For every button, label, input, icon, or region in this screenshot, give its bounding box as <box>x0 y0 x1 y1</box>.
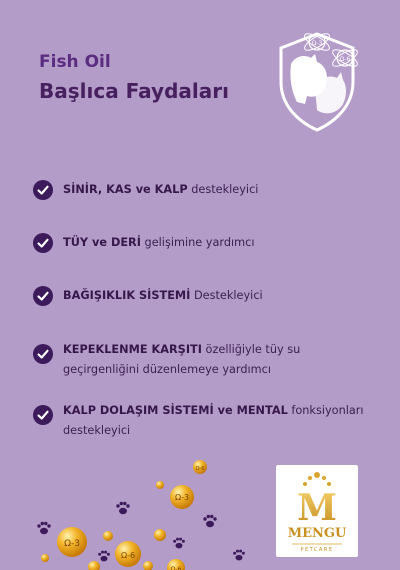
benefit-rest: Destekleyici <box>190 289 263 302</box>
capsule-label: Ω-6 <box>120 551 136 560</box>
benefit-bold: SİNİR, KAS ve KALP <box>63 183 188 196</box>
omega-capsule <box>88 561 100 570</box>
benefit-text <box>63 340 378 380</box>
benefit-item-anti-dandruff <box>33 340 378 380</box>
check-icon <box>33 405 53 425</box>
badge-omega3-label: Ω-3 <box>311 40 323 47</box>
benefit-rest: özelliğiyle tüy su geçirgenliğini düzenlemeye yardımcı <box>63 343 301 376</box>
benefit-bold: TÜY ve DERİ <box>63 236 141 249</box>
check-icon <box>33 286 53 306</box>
benefit-item-nerve-muscle-heart <box>33 180 378 200</box>
benefit-item-immune-system <box>33 286 378 306</box>
pet-shield-icon <box>271 24 363 134</box>
benefit-rest: gelişimine yardımcı <box>140 236 255 249</box>
mengu-petcare-logo <box>276 465 358 557</box>
benefit-text <box>63 286 263 306</box>
title-fish-oil: Fish Oil <box>39 52 111 72</box>
benefit-bold: BAĞIŞIKLIK SİSTEMİ <box>63 289 191 302</box>
benefit-text <box>63 233 255 253</box>
brand-crown-icon <box>276 465 358 557</box>
benefit-text <box>63 180 258 200</box>
benefit-rest: fonksiyonları destekleyici <box>63 404 364 437</box>
omega-capsule <box>143 561 153 570</box>
title-main-benefits: Başlıca Faydaları <box>39 79 229 103</box>
check-icon <box>33 180 53 200</box>
omega-capsule <box>154 529 166 541</box>
benefit-item-circulatory-mental <box>33 401 378 441</box>
omega-capsule <box>103 531 113 541</box>
omega-capsules-illustration <box>0 440 260 570</box>
omega-capsule <box>156 481 164 489</box>
check-icon <box>33 233 53 253</box>
brand-subtitle: PETCARE <box>300 547 334 553</box>
benefit-text <box>63 401 378 441</box>
capsule-label: Ω-3 <box>64 539 80 549</box>
benefit-rest: destekleyici <box>187 183 259 196</box>
badge-omega6-label: Ω-6 <box>339 56 351 63</box>
check-icon <box>33 344 53 364</box>
omega-capsule <box>41 554 49 562</box>
capsule-label: Ω-3 <box>174 493 190 502</box>
capsule-label: Ω-6 <box>195 466 205 472</box>
benefit-bold: KEPEKLENME KARŞITI <box>63 343 202 356</box>
benefit-item-coat-skin <box>33 233 378 253</box>
brand-name: MENGU <box>287 526 347 541</box>
capsule-label: Ω-6 <box>170 566 182 570</box>
brand-letter: M <box>297 487 337 529</box>
benefit-bold: KALP DOLAŞIM SİSTEMİ ve MENTAL <box>63 404 288 417</box>
